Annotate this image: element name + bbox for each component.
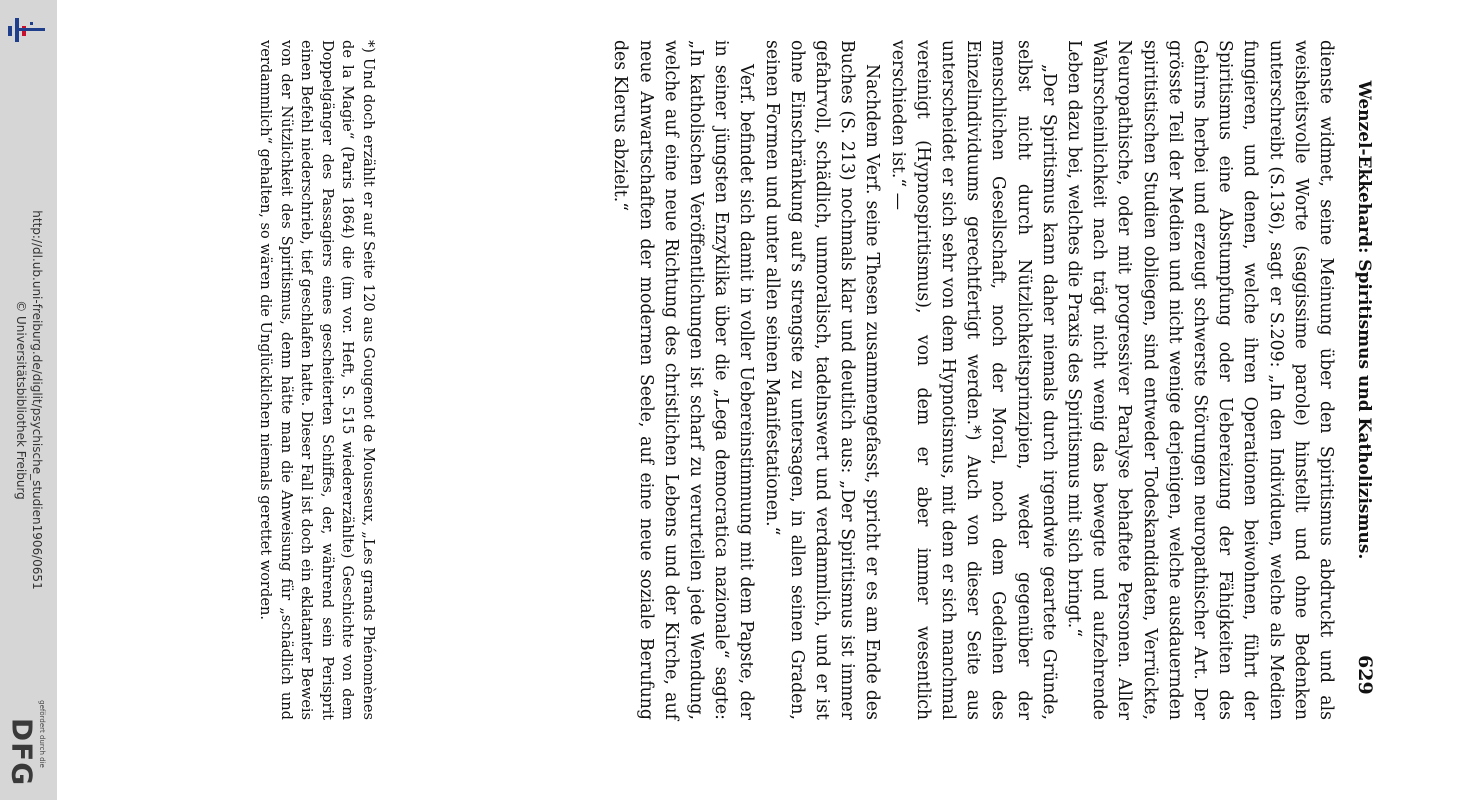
scanned-page: [160, 40, 1380, 720]
paragraph-2: „Der Spiritismus kann daher niemals durch irgendwie geartete Gründe, selbst nicht durch Nützlichkeitsprinzipien, weder gegenüber der menschlichen Gesellschaft, noch der Moral, noch dem Gedeihen des Einzelindividuums gerechtfertigt werden.*) Auch von dieser Seite aus unterscheidet er sich sehr von dem Hypnotismus, mit dem er sich manchmal vereinigt (Hypnospiritismus), von dem er aber immer wesentlich verschieden ist.“ —: [887, 40, 1059, 720]
footnote: *) Und doch erzählt er auf Seite 120 aus Gougenot de Mousseux, „Les grands Phénomènes de la Magie“ (Paris 1864) die (im vor. Heft, S. 515 wiedererzählte) Geschichte von dem Doppelgänger des Passagiers eines gescheiterten Schiffes, der, während sein Perisprit einen Befehl niederschrieb, tief geschlafen hatte. Dieser Fall ist doch ein eklatanter Beweis von der Nützlichkeit des Spiritismus, denn hätte man die Anweisung für „schädlich und verdammlich“ gehalten, so wären die Unglücklichen niemals gerettet worden.: [257, 40, 377, 720]
sidebar: [0, 0, 57, 800]
running-head-title: Wenzel-Ekkehard: Spiritismus und Katholizismus.: [1354, 80, 1374, 560]
paragraph-1: dienste widmet, seine Meinung über den Spiritismus abdruckt und als weisheitsvolle Worte (saggissime parole) hinstellt und ohne Bedenken unterschreibt (S.136), sagt er S.209: „In den Individuen, welche als Medien fungieren, und denen, welche ihren Operationen beiwohnen, führt der Spiritismus eine Abstumpfung oder Uebereizung der Fähigkeiten des Gehirns herbei und erzeugt schwerste Störungen neuropathischer Art. Der grösste Teil der Medien und nicht wenige derjenigen, welche ausdauernden spiritistischen Studien obliegen, sind entweder Todeskandidaten, Verrückte, Neuropathische, oder mit progressiver Paralyse behaftete Personen. Aller Wahrscheinlichkeit nach trägt nicht wenig das bewegte und aufzehrende Leben dazu bei, welches die Praxis des Spiritismus mit sich bringt.“: [1063, 40, 1336, 720]
copyright-notice: © Universitätsbibliothek Freiburg: [14, 300, 28, 500]
paragraph-4: Verf. befindet sich damit in voller Uebereinstimmung mit dem Papste, der in seiner jüngsten Enzyklika über die „Lega democratica nazionale“ sagte: „In katholischen Veröffentlichungen ist scharf zu verurteilen jede Wendung, welche auf eine neue Richtung des christlichen Lebens und der Kirche, auf neue Anwartschaften der modernen Seele, auf eine neue soziale Berufung des Klerus abzielt.“: [610, 40, 757, 720]
dfg-caption: gefördert durch die: [38, 700, 46, 768]
permalink-url[interactable]: http://dl.ub.uni-freiburg.de/diglit/psychische_studien1906/0651: [30, 210, 44, 590]
paragraph-3: Nachdem Verf. seine Thesen zusammengefasst, spricht er es am Ende des Buches (S. 213) nochmals klar und deutlich aus: „Der Spiritismus ist immer gefahrvoll, schädlich, unmoralisch, tadelnswert und verdammlich, und er ist ohne Einschränkung auf's strengste zu untersagen, in allen seinen Graden, seinen Formen und unter allen seinen Manifestationen.“: [761, 40, 883, 720]
dfg-logo: DFG: [5, 717, 39, 787]
university-logo-icon: [4, 8, 48, 48]
running-head: [1350, 40, 1380, 720]
page-number: 629: [1354, 655, 1376, 695]
permalink-caption: [13, 210, 45, 589]
body-text: [607, 40, 1338, 720]
